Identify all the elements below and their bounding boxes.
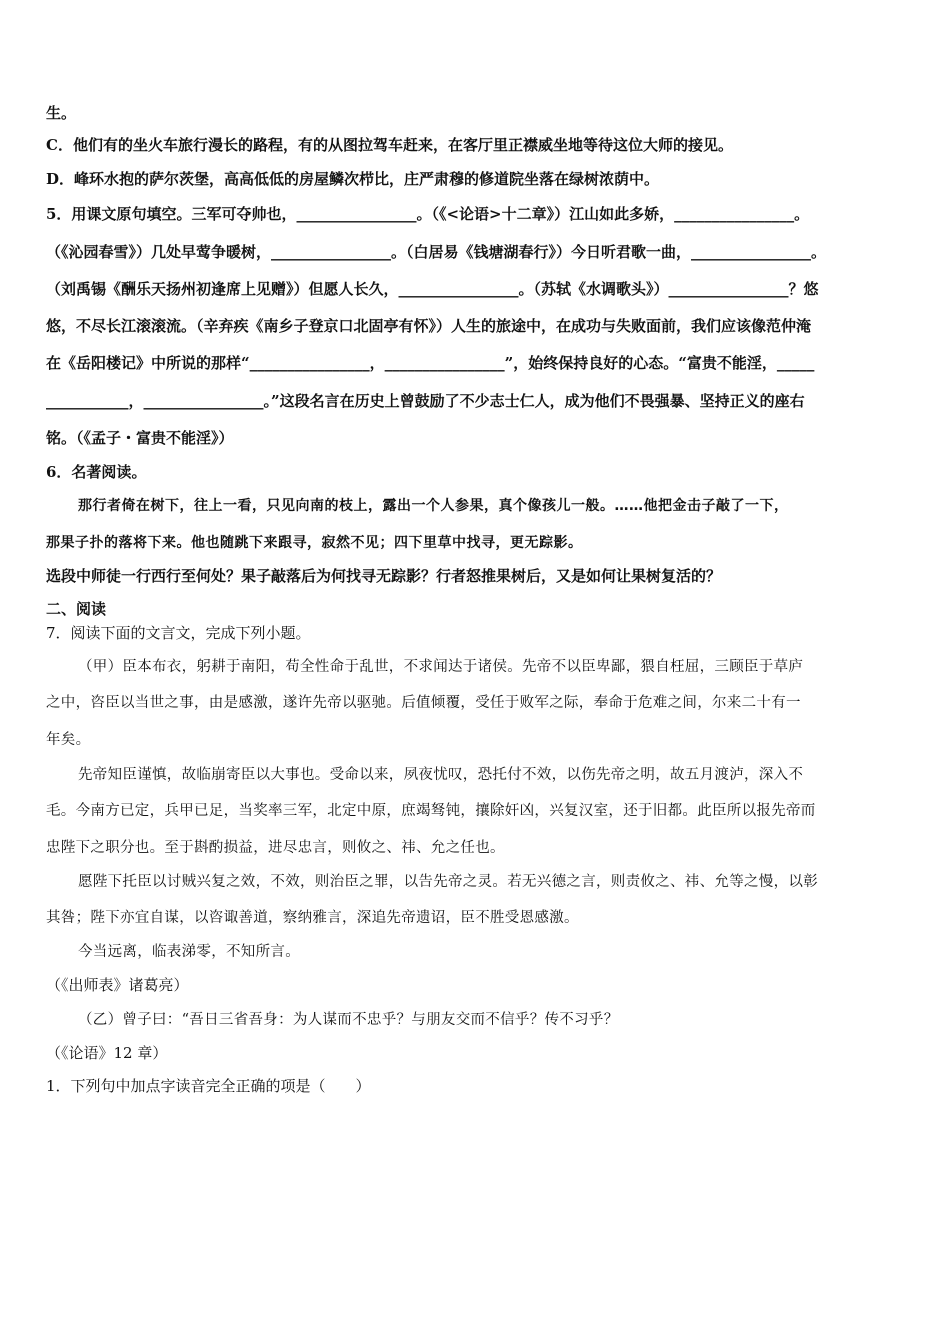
question-5-line: 5．用课文原句填空。三军可夺帅也，________________。（《<论语>十二章》）江山如此多娇，________________。 <box>46 205 810 223</box>
classical-text-line: 愿陛下托臣以讨贼兴复之效，不效，则治臣之罪，以告先帝之灵。若无兴德之言，则责攸之、祎、允等之慢，以彰 <box>78 874 818 890</box>
question-6-heading: 6．名著阅读。 <box>46 463 147 481</box>
source-citation: （《论语》12 章） <box>46 1044 168 1062</box>
classical-text-line: （甲）臣本布衣，躬耕于南阳，苟全性命于乱世，不求闻达于诸侯。先帝不以臣卑鄙，猥自枉屈，三顾臣于草庐 <box>78 659 804 675</box>
classical-text-line: 之中，咨臣以当世之事，由是感激，遂许先帝以驱驰。后值倾覆，受任于败军之际，奉命于危难之间，尔来二十有一 <box>46 695 801 711</box>
source-citation: （《出师表》诸葛亮） <box>46 976 189 994</box>
excerpt-line: 那果子扑的落将下来。他也随跳下来跟寻，寂然不见；四下里草中找寻，更无踪影。 <box>46 535 583 551</box>
classical-text-line: 今当远离，临表涕零，不知所言。 <box>78 944 300 960</box>
classical-text-line: 毛。今南方已定，兵甲已足，当奖率三军，北定中原，庶竭驽钝，攘除奸凶，兴复汉室，还于旧都。此臣所以报先帝而 <box>46 803 816 819</box>
text-line: 铭。（《孟子・富贵不能淫》） <box>46 429 234 447</box>
option-d-line: D．峰环水抱的萨尔茨堡，高高低低的房屋鳞次栉比，庄严肃穆的修道院坐落在绿树浓荫中。 <box>46 170 660 188</box>
excerpt-line: 那行者倚在树下，往上一看，只见向南的枝上，露出一个人参果，真个像孩儿一般。……他把金击子敲了一下， <box>78 498 789 514</box>
text-line: （刘禹锡《酬乐天扬州初逢席上见赠》）但愿人长久，________________。（苏轼《水调歌头》）________________？悠 <box>46 280 819 298</box>
question-6-prompt: 选段中师徒一行西行至何处？果子敲落后为何找寻无踪影？行者怒推果树后，又是如何让果树复活的？ <box>46 567 722 585</box>
classical-text-line: 忠陛下之职分也。至于斟酌损益，进尽忠言，则攸之、祎、允之任也。 <box>46 840 505 856</box>
section-heading: 二、阅读 <box>46 600 107 618</box>
subquestion-1: 1．下列句中加点字读音完全正确的项是（ ） <box>46 1077 371 1095</box>
text-line: 在《岳阳楼记》中所说的那样“________________，________________”，始终保持良好的心态。“富贵不能淫，_____ <box>46 354 815 372</box>
classical-text-line: （乙）曾子曰：“吾日三省吾身：为人谋而不忠乎？与朋友交而不信乎？传不习乎？ <box>78 1012 619 1028</box>
text-line: 悠，不尽长江滚滚流。（辛弃疾《南乡子登京口北固亭有怀》）人生的旅途中，在成功与失败面前，我们应该像范仲淹 <box>46 317 812 335</box>
option-c-line: C．他们有的坐火车旅行漫长的路程，有的从图拉驾车赶来，在客厅里正襟威坐地等待这位大师的接见。 <box>46 136 733 154</box>
question-7-heading: 7．阅读下面的文言文，完成下列小题。 <box>46 624 311 642</box>
classical-text-line: 其咎；陛下亦宜自谋，以咨诹善道，察纳雅言，深追先帝遗诏，臣不胜受恩感激。 <box>46 910 579 926</box>
text-line: （《沁园春雪》）几处早莺争暖树，________________。（白居易《钱塘湖春行》）今日听君歌一曲，________________。 <box>46 243 827 261</box>
text-line: ___________，________________。”这段名言在历史上曾鼓励了不少志士仁人，成为他们不畏强暴、坚持正义的座右 <box>46 392 805 410</box>
classical-text-line: 年矣。 <box>46 732 91 748</box>
classical-text-line: 先帝知臣谨慎，故临崩寄臣以大事也。受命以来，夙夜忧叹，恐托付不效，以伤先帝之明，故五月渡泸，深入不 <box>78 767 804 783</box>
text-line: 生。 <box>46 104 77 122</box>
